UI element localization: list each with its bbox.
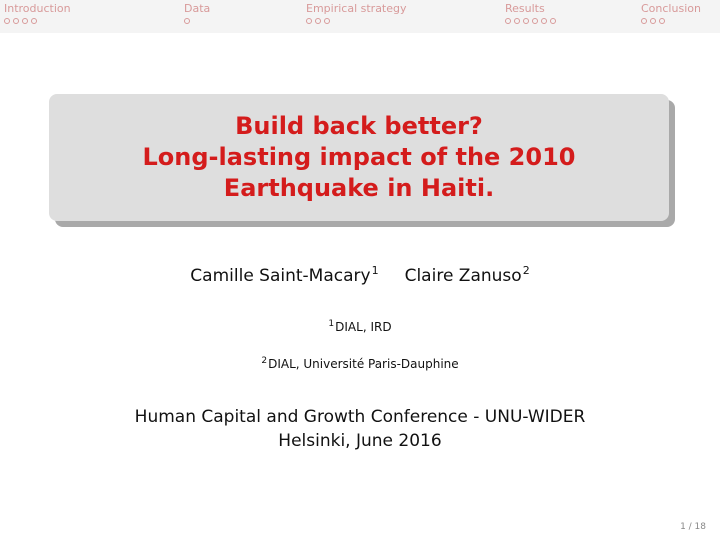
title-box [49,94,669,221]
nav-dot[interactable] [306,18,312,24]
nav-dot[interactable] [505,18,511,24]
nav-dot[interactable] [641,18,647,24]
author-2-mark: 2 [522,264,530,277]
title-line-2: Long-lasting impact of the 2010 [142,143,576,171]
nav-label-conclusion: Conclusion [641,2,701,15]
conference-name: Human Capital and Growth Conference - UNU-WIDER [134,407,586,427]
nav-dot[interactable] [324,18,330,24]
author-1-name: Camille Saint-Macary [190,266,371,286]
nav-dots-empirical-strategy [306,18,407,24]
nav-dot[interactable] [22,18,28,24]
page-number: 1 / 18 [680,522,706,532]
nav-dot[interactable] [4,18,10,24]
affiliation-1-text: DIAL, IRD [335,320,392,334]
affiliation-2 [0,356,720,371]
affiliation-1 [0,319,720,334]
nav-label-empirical-strategy: Empirical strategy [306,2,407,15]
nav-label-data: Data [184,2,211,15]
section-navbar [0,0,720,33]
nav-dot[interactable] [315,18,321,24]
nav-label-introduction: Introduction [4,2,71,15]
nav-dot[interactable] [541,18,547,24]
conference-location-date: Helsinki, June 2016 [278,431,442,451]
title-line-3: Earthquake in Haiti. [223,174,495,202]
nav-section-conclusion[interactable] [641,2,701,24]
nav-dot[interactable] [13,18,19,24]
nav-dot[interactable] [650,18,656,24]
affiliation-2-text: DIAL, Université Paris-Dauphine [268,357,459,371]
title-line-1: Build back better? [235,112,483,140]
author-1-mark: 1 [371,264,379,277]
nav-dots-results [505,18,556,24]
nav-dots-introduction [4,18,71,24]
nav-dot[interactable] [532,18,538,24]
nav-label-results: Results [505,2,545,15]
nav-dots-conclusion [641,18,701,24]
nav-section-introduction[interactable] [4,2,71,24]
conference [0,405,720,453]
author-2-name: Claire Zanuso [404,266,522,286]
nav-section-results[interactable] [505,2,556,24]
nav-dots-data [184,18,210,24]
author-1 [190,264,378,286]
nav-dot[interactable] [514,18,520,24]
nav-dot[interactable] [184,18,190,24]
nav-dot[interactable] [550,18,556,24]
nav-section-empirical-strategy[interactable] [306,2,407,24]
affiliation-1-mark: 1 [328,319,335,329]
nav-dot[interactable] [31,18,37,24]
affiliation-2-mark: 2 [261,356,268,366]
nav-section-data[interactable] [184,2,210,24]
author-2 [405,264,530,286]
nav-dot[interactable] [523,18,529,24]
authors [0,264,720,286]
nav-dot[interactable] [659,18,665,24]
